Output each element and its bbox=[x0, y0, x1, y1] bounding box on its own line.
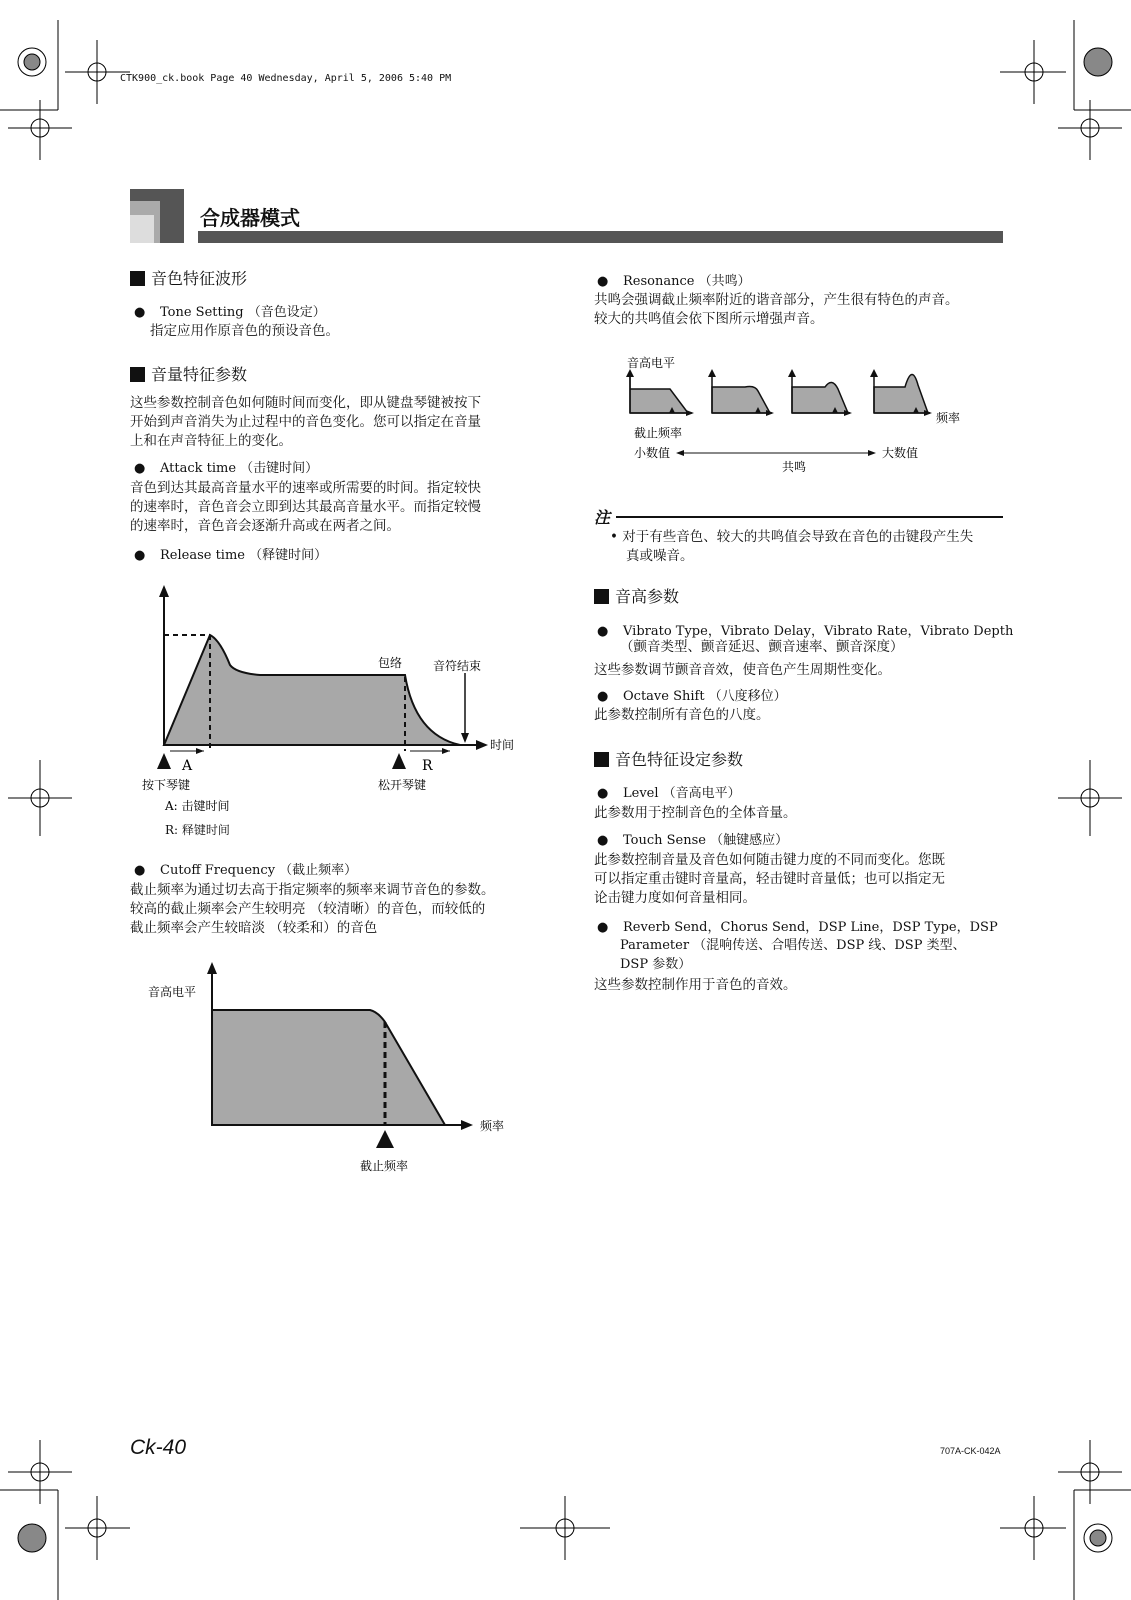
volume-para-line1: 这些参数控制音色如何随时间而变化，即从键盘琴键被按下 bbox=[130, 395, 481, 411]
cutoff-desc-line2: 较高的截止频率会产生较明亮 （较清晰）的音色，而较低的 bbox=[130, 901, 486, 917]
bullet-level: ● Level （音高电平） bbox=[597, 782, 741, 801]
res-cutoff-label: 截止频率 bbox=[634, 426, 683, 440]
section-heading-pitch: 音高参数 bbox=[594, 584, 679, 607]
reverb-desc: 这些参数控制作用于音色的音效。 bbox=[594, 977, 797, 993]
res-large-label: 大数值 bbox=[882, 446, 919, 460]
resonance-curve-1 bbox=[630, 377, 688, 413]
touch-desc-line1: 此参数控制音量及音色如何随击键力度的不同而变化。您既 bbox=[594, 852, 945, 868]
attack-desc-line3: 的速率时，音色音会逐渐升高或在两者之间。 bbox=[130, 518, 400, 534]
bullet-release-time: ● Release time （释键时间） bbox=[134, 544, 327, 563]
bullet-reverb-line2: Parameter （混响传送、合唱传送、DSP 线、DSP 类型、 bbox=[620, 938, 966, 953]
cutoff-marker bbox=[376, 1130, 394, 1148]
legend-a: A: 击键时间 bbox=[165, 799, 230, 813]
section-heading-tone-wave: 音色特征波形 bbox=[130, 266, 247, 289]
section-heading-tone-setup: 音色特征设定参数 bbox=[594, 747, 743, 770]
res-freq-label: 频率 bbox=[936, 411, 961, 425]
release-label: R bbox=[422, 758, 433, 774]
envelope-shape bbox=[164, 635, 460, 745]
note-line2: 真或噪音。 bbox=[626, 548, 694, 564]
chapter-tab-inner2 bbox=[130, 215, 154, 243]
level-desc: 此参数用于控制音色的全体音量。 bbox=[594, 805, 797, 821]
vibrato-cn: （颤音类型、颤音延迟、颤音速率、颤音深度） bbox=[620, 639, 904, 655]
tone-setting-desc: 指定应用作原音色的预设音色。 bbox=[150, 323, 339, 339]
section-heading-volume: 音量特征参数 bbox=[130, 362, 247, 385]
touch-desc-line2: 可以指定重击键时音量高，轻击键时音量低；也可以指定无 bbox=[594, 871, 945, 887]
note-line1: • 对于有些音色、较大的共鸣值会导致在音色的击键段产生失 bbox=[610, 529, 974, 545]
resonance-curve-4 bbox=[874, 374, 928, 413]
time-axis-label: 时间 bbox=[490, 738, 515, 752]
key-press-label: 按下琴键 bbox=[142, 778, 191, 792]
bullet-vibrato: ● Vibrato Type，Vibrato Delay，Vibrato Rate，Vibrato Depth bbox=[597, 620, 1013, 639]
resonance-desc-line2: 较大的共鸣值会依下图所示增强声音。 bbox=[594, 311, 824, 327]
chapter-title: 合成器模式 bbox=[200, 206, 300, 230]
doc-code: 707A-CK-042A bbox=[940, 1446, 1001, 1456]
note-rule bbox=[616, 516, 1003, 518]
freq-axis-label: 频率 bbox=[480, 1119, 505, 1133]
key-release-marker bbox=[392, 753, 406, 769]
resonance-curve-2 bbox=[712, 387, 770, 414]
print-header: CTK900_ck.book Page 40 Wednesday, April 5, 2006 5:40 PM bbox=[120, 73, 452, 84]
resonance-desc-line1: 共鸣会强调截止频率附近的谐音部分，产生很有特色的声音。 bbox=[594, 292, 959, 308]
level-axis-label: 音高电平 bbox=[148, 985, 197, 999]
note-end-label: 音符结束 bbox=[433, 659, 482, 673]
resonance-diagram bbox=[620, 355, 990, 475]
note-label: 注 bbox=[594, 508, 611, 527]
bullet-tone-setting: ● Tone Setting （音色设定） bbox=[134, 301, 326, 320]
bullet-attack-time: ● Attack time （击键时间） bbox=[134, 457, 318, 476]
cutoff-label: 截止频率 bbox=[360, 1159, 409, 1173]
res-level-label: 音高电平 bbox=[627, 356, 676, 370]
attack-label: A bbox=[182, 758, 193, 774]
cutoff-diagram bbox=[140, 960, 520, 1180]
attack-desc-line1: 音色到达其最高音量水平的速率或所需要的时间。指定较快 bbox=[130, 480, 481, 496]
attack-desc-line2: 的速率时，音色音会立即到达其最高音量水平。而指定较慢 bbox=[130, 499, 481, 515]
envelope-label: 包络 bbox=[378, 656, 403, 670]
bullet-touch-sense: ● Touch Sense （触键感应） bbox=[597, 829, 788, 848]
cutoff-desc-line1: 截止频率为通过切去高于指定频率的频率来调节音色的参数。 bbox=[130, 882, 495, 898]
bullet-reverb-line1: ● Reverb Send，Chorus Send，DSP Line，DSP Type，DSP bbox=[597, 916, 998, 935]
bullet-reverb-line3: DSP 参数） bbox=[620, 957, 692, 972]
cutoff-desc-line3: 截止频率会产生较暗淡 （较柔和）的音色 bbox=[130, 920, 378, 936]
key-release-label: 松开琴键 bbox=[378, 778, 427, 792]
octave-desc: 此参数控制所有音色的八度。 bbox=[594, 707, 770, 723]
bullet-cutoff-frequency: ● Cutoff Frequency （截止频率） bbox=[134, 859, 357, 878]
key-press-marker bbox=[157, 753, 171, 769]
volume-para-line3: 上和在声音特征上的变化。 bbox=[130, 433, 292, 449]
bullet-resonance: ● Resonance （共鸣） bbox=[597, 270, 751, 289]
envelope-diagram bbox=[140, 585, 540, 815]
page-number: Ck-40 bbox=[130, 1436, 187, 1459]
resonance-curve-3 bbox=[792, 382, 848, 413]
res-small-label: 小数值 bbox=[634, 446, 671, 460]
cutoff-shape bbox=[212, 1010, 445, 1125]
chapter-rule bbox=[198, 231, 1003, 243]
volume-para-line2: 开始到声音消失为止过程中的音色变化。您可以指定在音量 bbox=[130, 414, 481, 430]
res-resonance-label: 共鸣 bbox=[782, 460, 807, 474]
vibrato-desc: 这些参数调节颤音音效，使音色产生周期性变化。 bbox=[594, 662, 891, 678]
bullet-octave-shift: ● Octave Shift （八度移位） bbox=[597, 685, 787, 704]
legend-r: R: 释键时间 bbox=[165, 823, 230, 837]
touch-desc-line3: 论击键力度如何音量相同。 bbox=[594, 890, 756, 906]
